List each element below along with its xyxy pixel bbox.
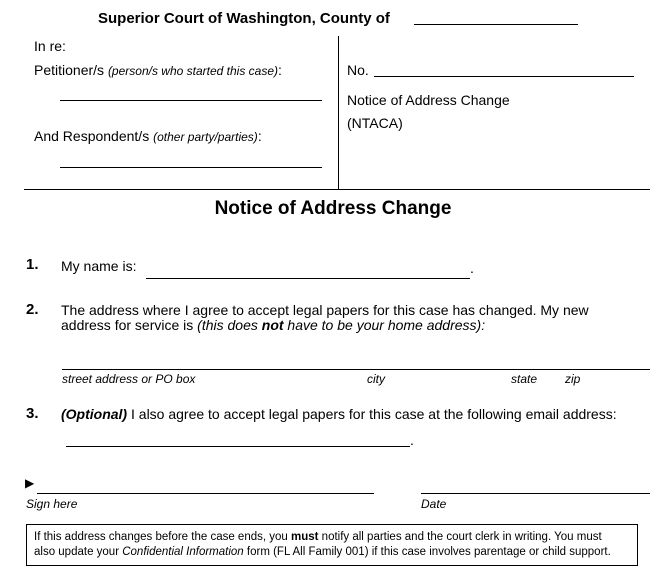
header-divider <box>338 36 339 190</box>
sign-here-arrow-icon: ▶ <box>25 476 35 490</box>
notice-bold: must <box>291 531 319 543</box>
item-1-period: . <box>470 260 474 276</box>
page-title: Notice of Address Change <box>214 198 452 219</box>
item-2-line2 <box>61 317 485 333</box>
email-field[interactable] <box>66 428 410 447</box>
item-2-line2-text: address for service is <box>61 317 194 333</box>
item-3-number: 3. <box>26 405 39 422</box>
item-2-number: 2. <box>26 301 39 318</box>
case-number-label: No. <box>347 62 369 78</box>
form-code: (NTACA) <box>347 115 403 131</box>
notice-text-2-end: form (FL All Family 001) if this case involves parentage or child support. <box>243 546 611 558</box>
street-label: street address or PO box <box>62 372 196 386</box>
court-title: Superior Court of Washington, County of <box>98 10 390 27</box>
petitioner-colon: : <box>278 62 282 78</box>
notice-text: If this address changes before the case ends, you <box>34 531 291 543</box>
petitioner-label-text: Petitioner/s <box>34 62 105 78</box>
item-2-line2-italic-end: have to be your home address): <box>283 317 486 333</box>
date-field[interactable] <box>421 475 650 494</box>
item-3-optional: (Optional) <box>61 406 128 422</box>
date-label: Date <box>421 497 447 511</box>
item-1-label: My name is: <box>61 258 137 274</box>
item-1-number: 1. <box>26 256 39 273</box>
sign-here-label: Sign here <box>26 497 78 511</box>
item-2-line1: The address where I agree to accept legal papers for this case has changed. My new <box>61 302 589 318</box>
name-field[interactable] <box>146 260 470 279</box>
form-name: Notice of Address Change <box>347 92 510 108</box>
zip-label: zip <box>565 372 581 386</box>
petitioner-label <box>34 62 282 78</box>
respondent-hint: (other party/parties) <box>153 130 258 144</box>
notice-italic: Confidential Information <box>122 546 244 558</box>
county-field[interactable] <box>414 6 578 25</box>
respondent-label <box>34 128 262 144</box>
notice-line-2 <box>34 545 629 560</box>
notice-text-end: notify all parties and the court clerk in writing. You must <box>318 531 602 543</box>
notice-text-2: also update your <box>34 546 123 558</box>
respondent-colon: : <box>257 128 262 144</box>
in-re-label: In re: <box>34 38 66 54</box>
state-label: state <box>511 372 538 386</box>
address-field[interactable] <box>62 351 650 370</box>
item-2-line2-bold: not <box>261 317 284 333</box>
case-number-field[interactable] <box>374 58 634 77</box>
item-3-period: . <box>410 432 414 448</box>
notice-box <box>26 524 638 566</box>
item-2-line2-italic: (this does <box>193 317 262 333</box>
notice-line-1 <box>34 530 629 545</box>
item-3-label: I also agree to accept legal papers for this case at the following email address: <box>127 406 617 422</box>
petitioner-hint: (person/s who started this case) <box>107 64 279 78</box>
item-3-text <box>61 406 617 422</box>
respondent-field[interactable] <box>60 149 322 168</box>
respondent-label-text: And Respondent/s <box>34 128 150 144</box>
signature-field[interactable] <box>37 475 374 494</box>
header-bottom-rule <box>24 189 650 190</box>
petitioner-field[interactable] <box>60 82 322 101</box>
city-label: city <box>367 372 385 386</box>
